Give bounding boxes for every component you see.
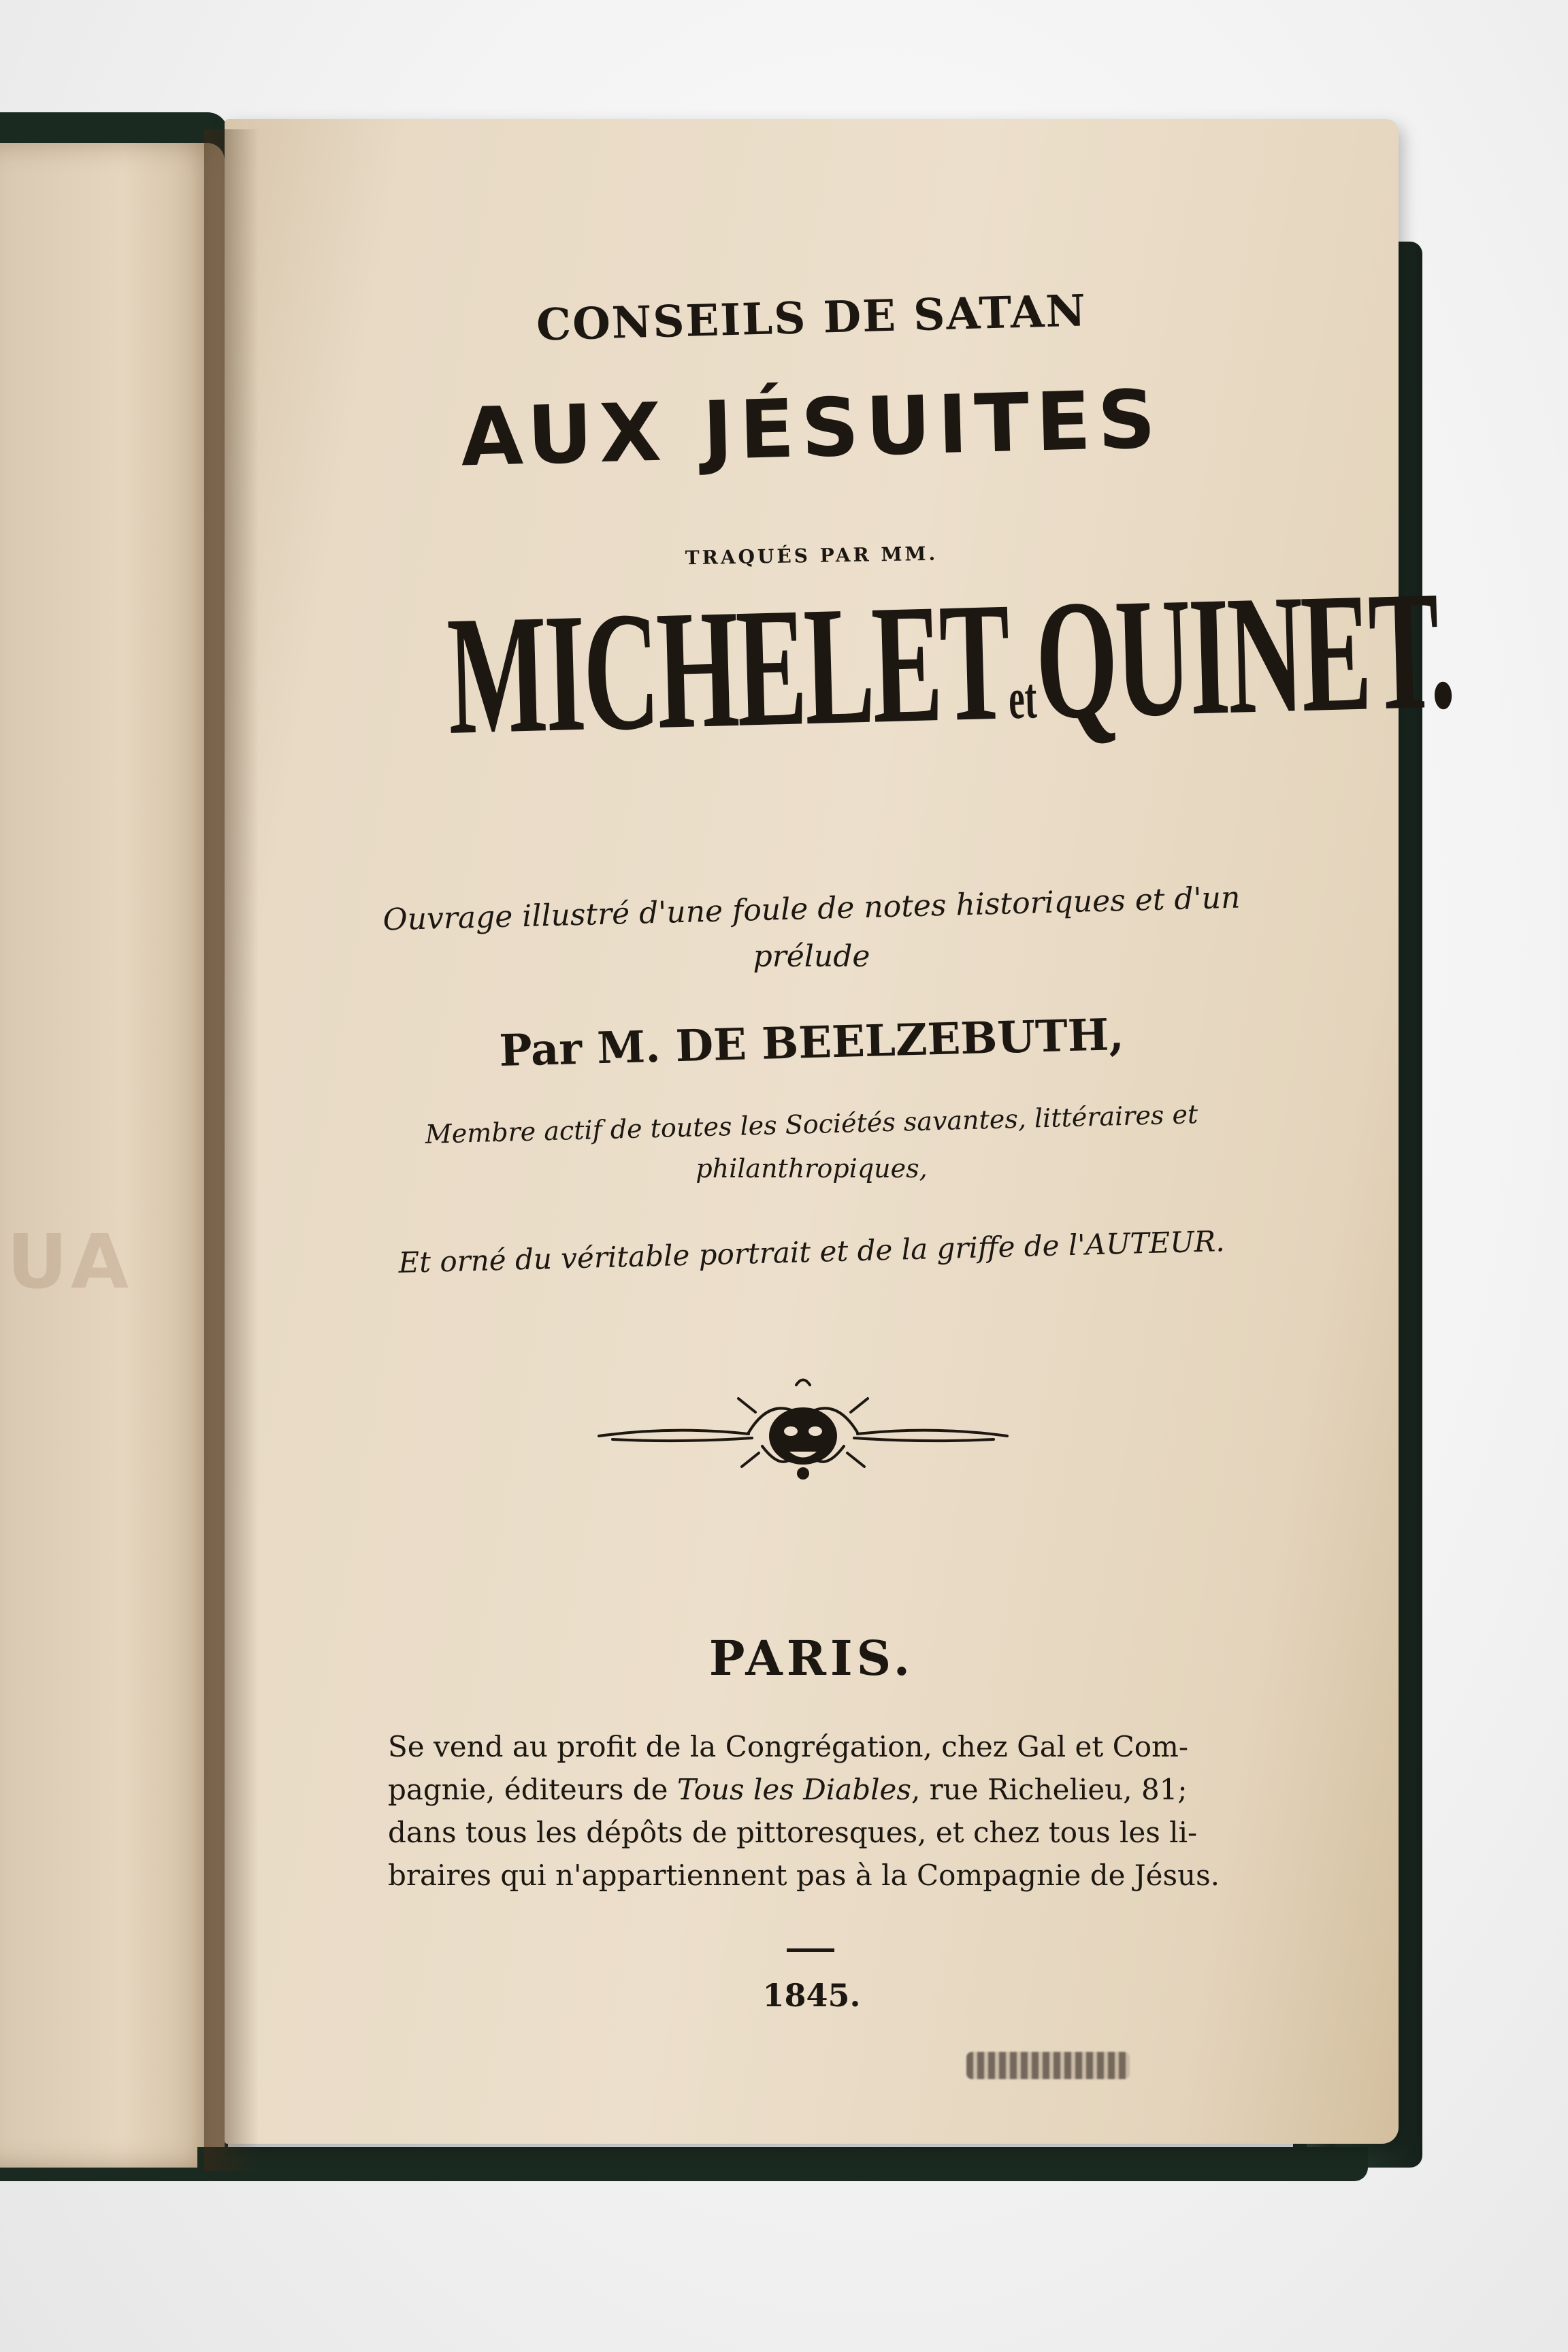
printer-ornament (592, 1371, 1014, 1494)
publisher-name-italic: Tous les Diables (676, 1773, 911, 1806)
line-conseils: CONSEILS DE SATAN (536, 285, 1088, 351)
author-conjunction: et (1007, 665, 1038, 732)
line-membre: Membre actif de toutes les Sociétés savantes, littéraires et (425, 1099, 1198, 1149)
imprint-place: PARIS. (708, 1630, 915, 1686)
line-prelude: prélude (753, 939, 870, 974)
imprint-rule (787, 1948, 834, 1952)
author-michelet: MICHELET (445, 567, 1011, 770)
imprint-block (388, 1725, 1273, 1897)
left-page (0, 143, 225, 2168)
imprint-line: braires qui n'appartiennent pas à la Compagnie de Jésus. (388, 1859, 1220, 1892)
line-orne: Et orné du véritable portrait et de la griffe de l'AUTEUR. (397, 1224, 1226, 1279)
title-page (225, 119, 1456, 2144)
gutter-shadow (204, 129, 259, 2171)
line-ouvrage: Ouvrage illustré d'une foule de notes historiques et d'un (382, 880, 1241, 938)
show-through-text: UA (7, 1218, 135, 1305)
imprint-line: pagnie, éditeurs de Tous les Diables, rue Richelieu, 81; (388, 1773, 1188, 1806)
line-philanthropiques: philanthropiques, (696, 1154, 928, 1183)
imprint-line: Se vend au profit de la Congrégation, chez Gal et Com- (388, 1730, 1189, 1763)
line-par: Par M. DE BEELZEBUTH, (498, 1009, 1125, 1077)
author-quinet: QUINET. (1033, 555, 1456, 755)
ink-stamp (966, 2052, 1130, 2079)
imprint-line: dans tous les dépôts de pittoresques, et chez tous les li- (388, 1816, 1198, 1849)
line-aux-jesuites: AUX JÉSUITES (459, 372, 1164, 485)
line-traques: TRAQUÉS PAR MM. (685, 542, 938, 570)
imprint-year: 1845. (762, 1977, 861, 2014)
cover-bottom-edge (197, 2147, 1368, 2181)
